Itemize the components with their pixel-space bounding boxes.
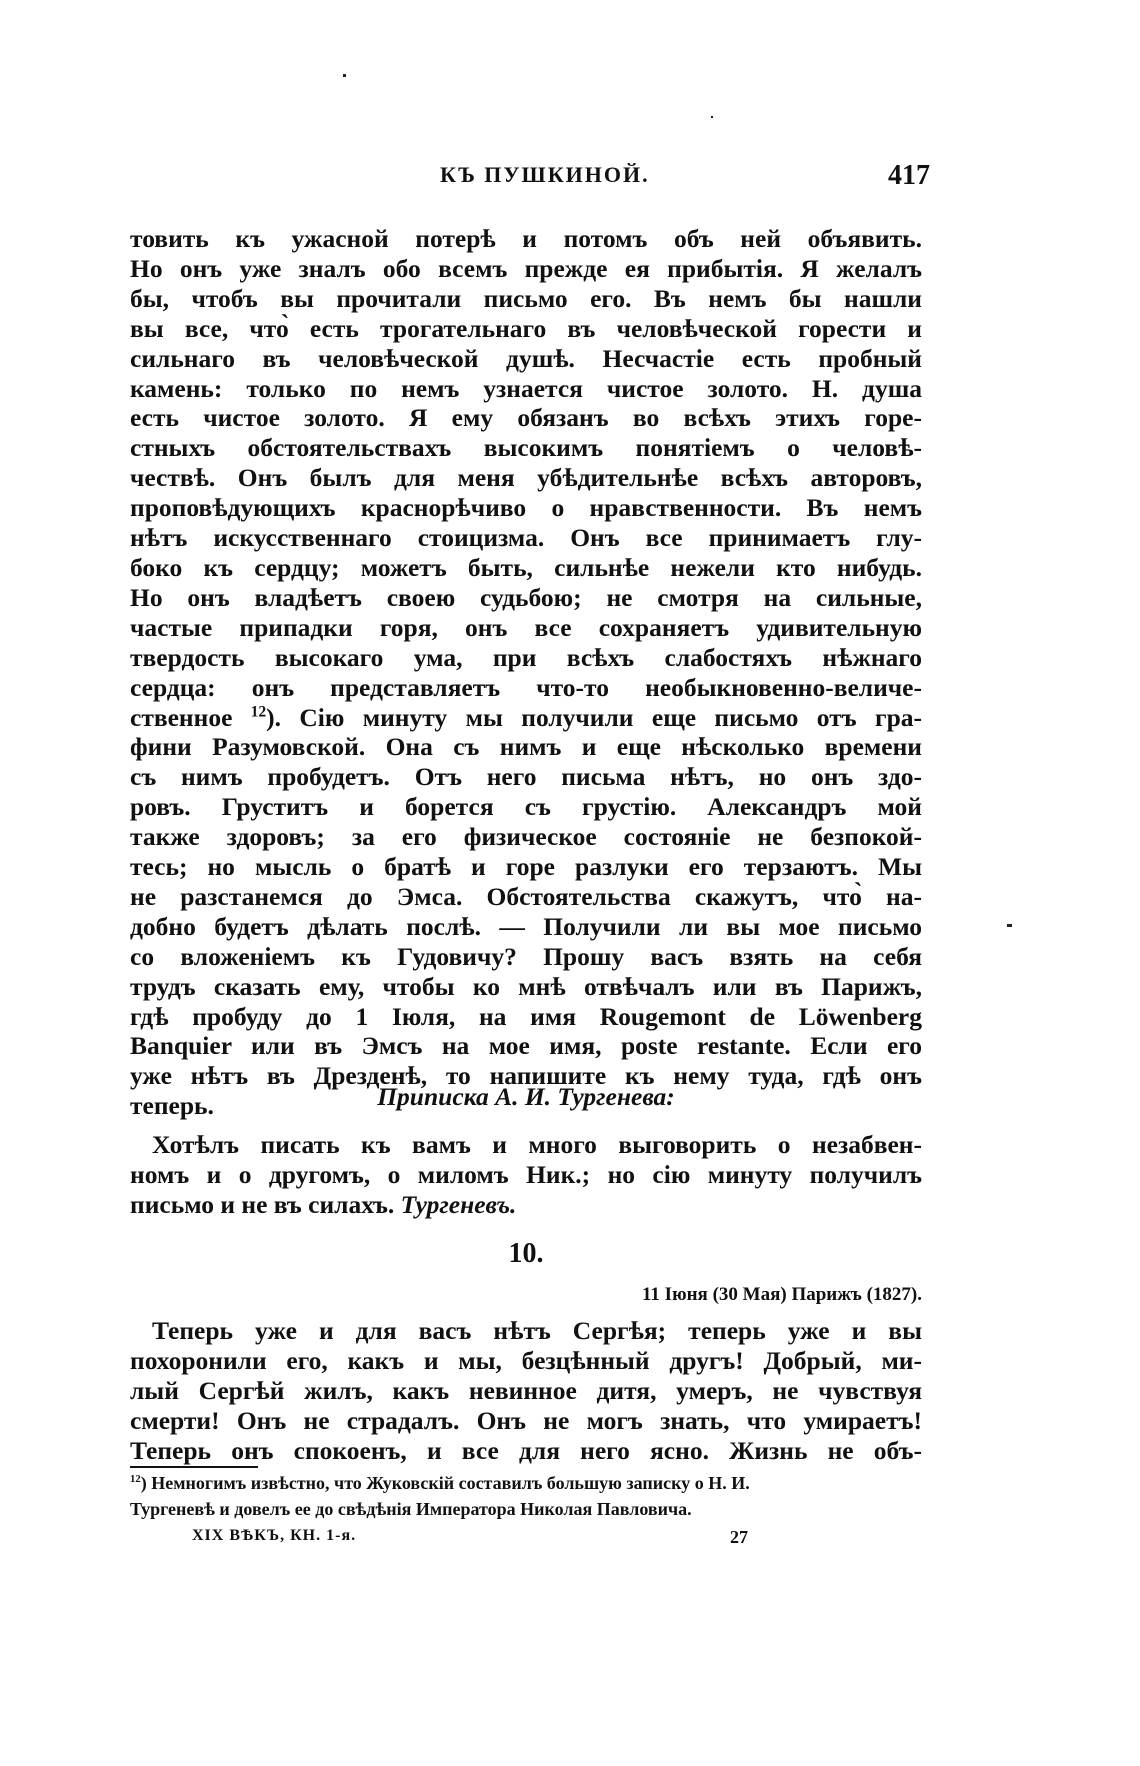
footnote (130, 1470, 922, 1522)
text-line: сильнаго въ человѣческой душѣ. Несчастіе есть пробный (130, 343, 922, 373)
letter-dateline: 11 Іюня (30 Мая) Парижъ (1827). (641, 1284, 922, 1305)
running-title: КЪ ПУШКИНОЙ. (440, 162, 650, 187)
postscript-signature: Тургеневъ. (400, 1189, 517, 1219)
text-line: со вложеніемъ къ Гудовичу? Прошу васъ взять на себя (130, 941, 922, 971)
text-line: Теперь уже и для васъ нѣтъ Сергѣя; теперь уже и вы (152, 1316, 922, 1345)
text-line: лый Сергѣй жилъ, какъ невинное дитя, умеръ, не чувствуя (130, 1375, 922, 1405)
postscript-heading: Приписка А. И. Тургенева: (377, 1082, 675, 1111)
page-number: 417 (888, 160, 930, 191)
text-line: Но онъ владѣетъ своею судьбою; не смотря на сильные, (130, 582, 922, 612)
text-line: уже нѣтъ въ Дрезденѣ, то напишите къ нему туда, гдѣ онъ (130, 1061, 922, 1091)
footnote-line (130, 1470, 922, 1496)
text-line: камень: только по немъ узнается чистое золото. Н. душа (130, 373, 922, 403)
text-line: трудъ сказать ему, чтобы ко мнѣ отвѣчалъ или въ Парижъ, (130, 971, 922, 1001)
text-line: также здоровъ; за его физическое состояніе не безпокой- (130, 822, 922, 852)
text-line-with-footnote-ref (130, 703, 922, 733)
text-line: стныхъ обстоятельствахъ высокимъ понятіемъ о человѣ- (130, 433, 922, 463)
footnote-separator (130, 1466, 258, 1468)
text-line: твердость высокаго ума, при всѣхъ слабостяхъ нѣжнаго (130, 642, 922, 672)
scan-speck (343, 74, 346, 77)
text-line: бы, чтобъ вы прочитали письмо его. Въ немъ бы нашли (130, 283, 922, 313)
text-line: вы все, что̀ есть трогательнаго въ человѣческой горести и (130, 313, 922, 343)
scan-speck (1007, 924, 1012, 927)
letter-number: 10. (508, 1238, 544, 1269)
text-line: сердца: онъ представляетъ что-то необыкновенно-величе- (130, 672, 922, 702)
text-line: товить къ ужасной потерѣ и потомъ объ ней объявить. (130, 224, 922, 253)
text-line: проповѣдующихъ краснорѣчиво о нравственности. Въ немъ (130, 493, 922, 523)
text-line: фини Разумовской. Она съ нимъ и еще нѣсколько времени (130, 732, 922, 762)
page-header (130, 160, 930, 194)
footnote-marker: 12 (130, 1473, 141, 1485)
main-text (130, 224, 922, 1121)
text-line: смерти! Онъ не страдалъ. Онъ не могъ знать, что умираетъ! (130, 1405, 922, 1435)
text-line: тесь; но мысль о братѣ и горе разлуки его терзаютъ. Мы (130, 852, 922, 882)
letter-text (130, 1316, 922, 1466)
line-text-after-ref: ). Сію минуту мы получили еще письмо отъ гра- (266, 702, 923, 732)
text-line: ровъ. Груститъ и борется съ грустію. Александръ мой (130, 792, 922, 822)
signature-number: 27 (730, 1527, 748, 1547)
text-line: похоронили его, какъ и мы, безцѣнный другъ! Добрый, ми- (130, 1345, 922, 1375)
footnote-text-1: ) Немногимъ извѣстно, что Жуковскій составилъ большую записку о Н. И. (140, 1473, 750, 1493)
text-line: добно будетъ дѣлать послѣ. — Получили ли вы мое письмо (130, 911, 922, 941)
postscript-text (130, 1130, 922, 1220)
footnote-line: Тургеневѣ и довелъ ее до свѣдѣнія Императора Николая Павловича. (130, 1499, 692, 1519)
text-line: чествѣ. Онъ былъ для меня убѣдительнѣе всѣхъ авторовъ, (130, 463, 922, 493)
footnote-reference[interactable]: 12 (250, 703, 267, 720)
scan-speck (711, 116, 713, 118)
text-line: нѣтъ искусственнаго стоицизма. Онъ все принимаетъ глу- (130, 523, 922, 553)
text-line-last: теперь. (130, 1091, 214, 1121)
text-line: Теперь онъ спокоенъ, и все для него ясно. Жизнь не объ- (130, 1435, 922, 1465)
text-line: гдѣ пробуду до 1 Іюля, на имя Rougemont de Löwenberg (130, 1001, 922, 1031)
postscript-closing-text: письмо и не въ силахъ. (130, 1189, 395, 1219)
text-line: частые припадки горя, онъ все сохраняетъ удивительную (130, 612, 922, 642)
text-line: съ нимъ пробудетъ. Отъ него письма нѣтъ, но онъ здо- (130, 762, 922, 792)
text-line: Хотѣлъ писать къ вамъ и много выговорить о незабвен- (152, 1130, 922, 1159)
text-line: Banquier или въ Эмсъ на мое имя, poste restante. Если его (130, 1031, 922, 1061)
text-line: есть чистое золото. Я ему обязанъ во всѣхъ этихъ горе- (130, 403, 922, 433)
text-line: Но онъ уже зналъ обо всемъ прежде ея прибытія. Я желалъ (130, 253, 922, 283)
text-line-last (130, 1190, 922, 1220)
text-line: номъ и о другомъ, о миломъ Ник.; но сію минуту получилъ (130, 1159, 922, 1189)
signature-mark (192, 1527, 792, 1551)
text-line: боко къ сердцу; можетъ быть, сильнѣе нежели кто нибудь. (130, 552, 922, 582)
text-line: не разстанемся до Эмса. Обстоятельства скажутъ, что̀ на- (130, 881, 922, 911)
line-text-before-ref: ственное (130, 702, 233, 732)
signature-volume: XIX ВѢКЪ, КН. 1-я. (192, 1527, 357, 1544)
